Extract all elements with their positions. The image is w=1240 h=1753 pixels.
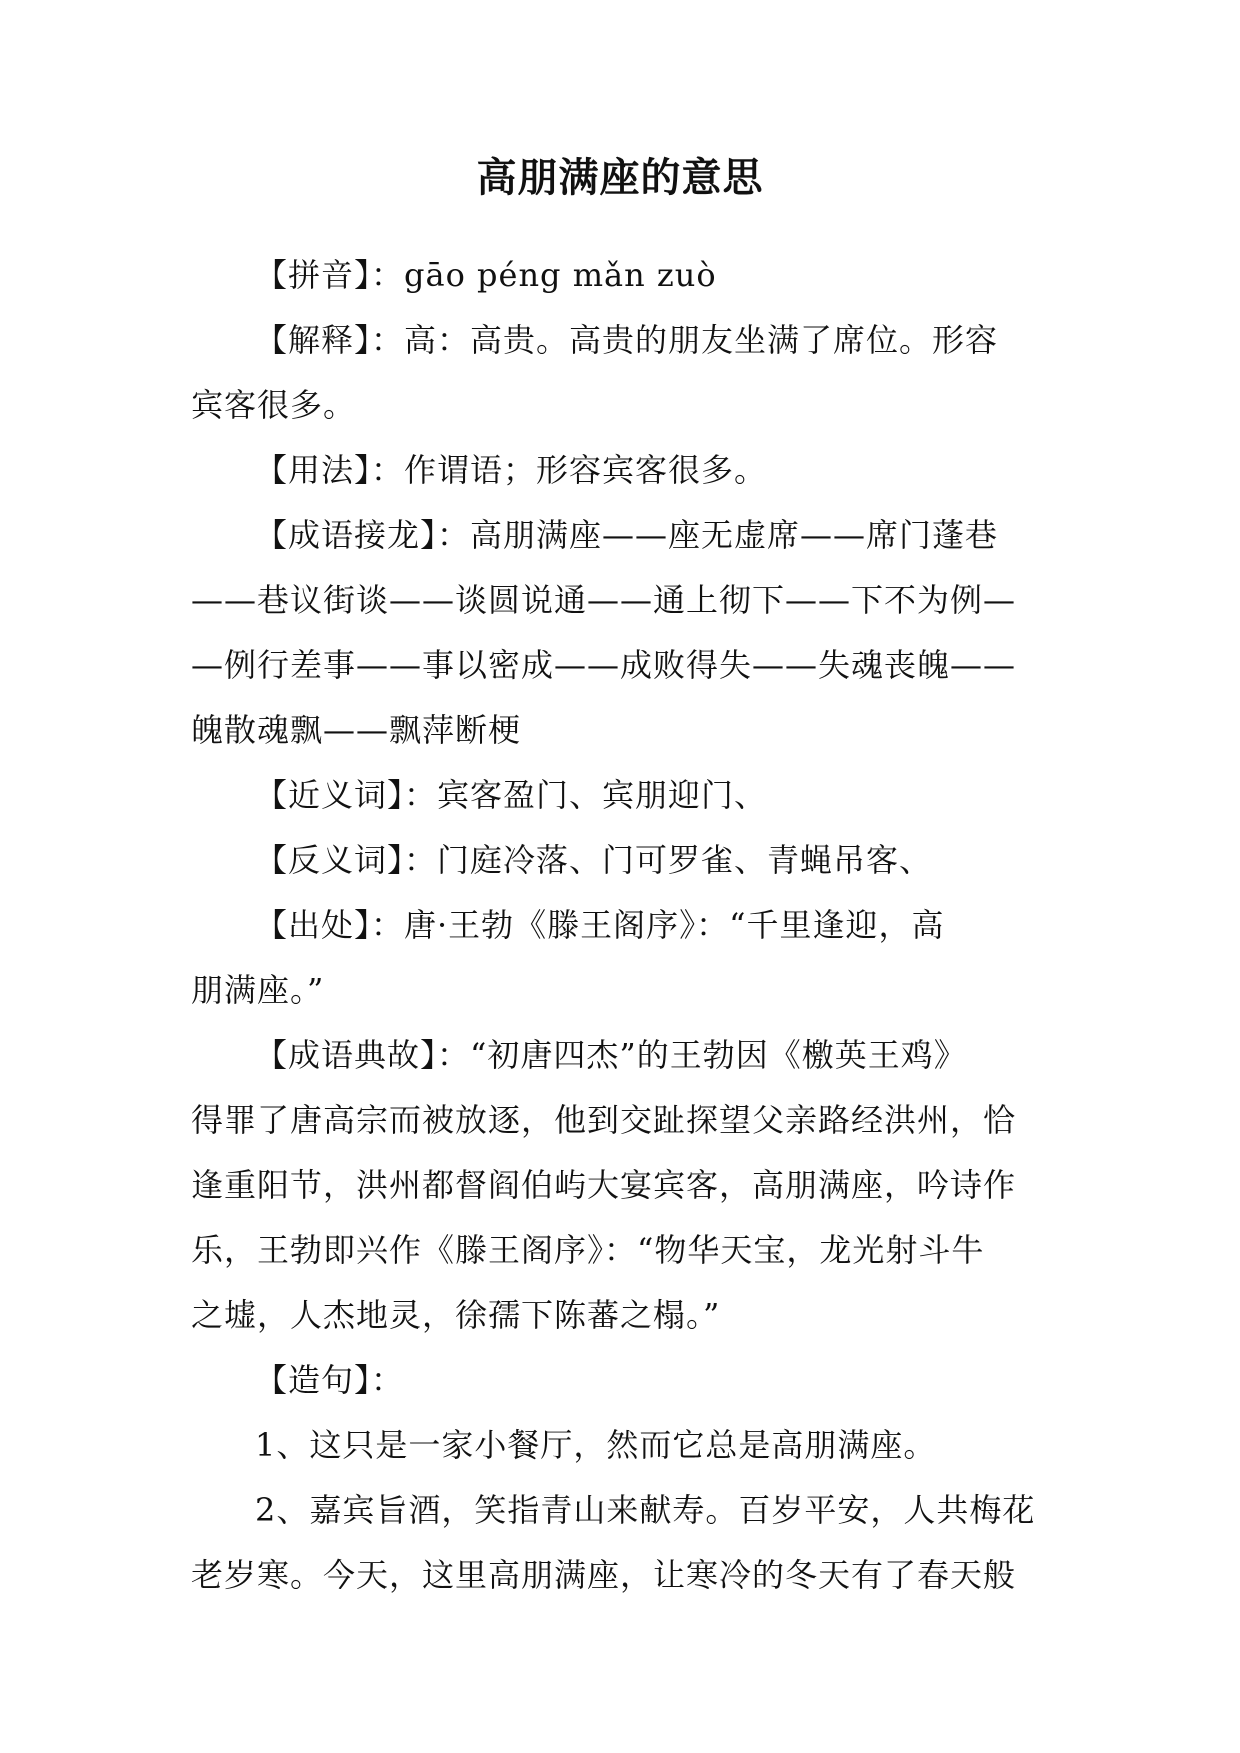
explanation-line-2: 宾客很多。: [191, 386, 357, 424]
usage-paragraph: 【用法】：作谓语；形容宾客很多。: [255, 451, 768, 489]
page-title: 高朋满座的意思: [476, 155, 764, 201]
example-2-line-1: 2、嘉宾旨酒，笑指青山来献寿。百岁平安，人共梅花: [255, 1491, 1036, 1529]
example-1: 1、这只是一家小餐厅，然而它总是高朋满座。: [255, 1426, 937, 1464]
source-line-2: 朋满座。”: [191, 971, 325, 1009]
source-line-1: 【出处】：唐·王勃《滕王阁序》：“千里逢迎，高: [255, 906, 945, 944]
story-line-5: 之墟，人杰地灵，徐孺下陈蕃之榻。”: [191, 1296, 721, 1334]
example-2-line-2: 老岁寒。今天，这里高朋满座，让寒冷的冬天有了春天般: [191, 1556, 1017, 1594]
pinyin-label: 【拼音】：: [255, 256, 405, 294]
explanation-paragraph: [191, 308, 1061, 438]
story-line-1: 【成语典故】：“初唐四杰”的王勃因《檄英王鸡》: [255, 1036, 967, 1074]
story-line-2: 得罪了唐高宗而被放逐，他到交趾探望父亲路经洪州，恰: [191, 1101, 1017, 1139]
synonyms-paragraph: 【近义词】：宾客盈门、宾朋迎门、: [255, 776, 768, 814]
source-paragraph: [191, 893, 1061, 1023]
pinyin-value: gāo péng mǎn zuò: [404, 256, 717, 294]
idiom-chain-line-3: —例行差事——事以密成——成败得失——失魂丧魄——: [191, 646, 1017, 684]
pinyin-paragraph: [191, 243, 1061, 308]
idiom-chain-line-1: 【成语接龙】：高朋满座——座无虚席——席门蓬巷: [255, 516, 999, 554]
idiom-chain-line-4: 魄散魂飘——飘萍断梗: [191, 711, 522, 749]
example-2: [191, 1478, 1061, 1608]
idiom-chain-line-2: ——巷议街谈——谈圆说通——通上彻下——下不为例—: [191, 581, 1017, 619]
explanation-line-1: 【解释】：高：高贵。高贵的朋友坐满了席位。形容: [255, 321, 999, 359]
idiom-chain-paragraph: [191, 503, 1061, 763]
story-line-4: 乐，王勃即兴作《滕王阁序》：“物华天宝，龙光射斗牛: [191, 1231, 985, 1269]
document-body: [191, 243, 1061, 1608]
examples-label: 【造句】：: [255, 1361, 405, 1399]
story-line-3: 逢重阳节，洪州都督阎伯屿大宴宾客，高朋满座，吟诗作: [191, 1166, 1017, 1204]
story-paragraph: [191, 1023, 1061, 1348]
antonyms-paragraph: 【反义词】：门庭冷落、门可罗雀、青蝇吊客、: [255, 841, 933, 879]
